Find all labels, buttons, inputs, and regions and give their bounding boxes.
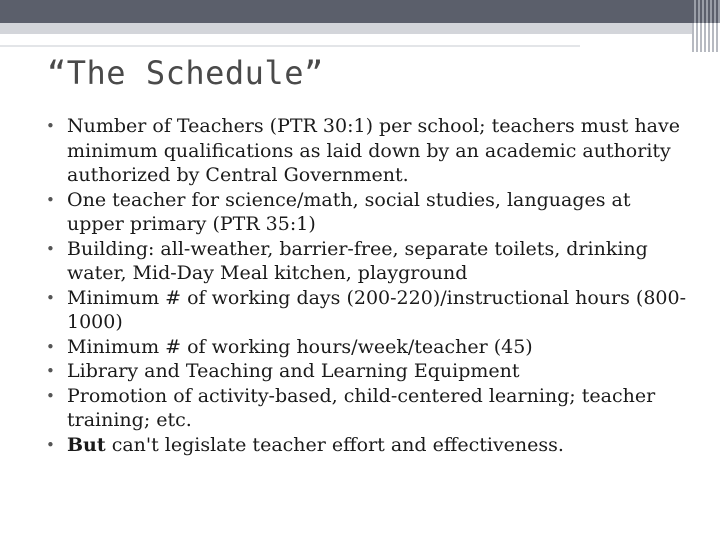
bullet-text: Number of Teachers (PTR 30:1) per school; teachers must have minimum qualifications as laid down by an academic authority authorized by Central Government. [67, 115, 680, 186]
bullet-text: One teacher for science/math, social studies, languages at upper primary (PTR 35:1) [67, 188, 631, 235]
bullet-text: Minimum # of working days (200-220)/instructional hours (800-1000) [67, 286, 687, 333]
header-rule [0, 45, 580, 47]
bullet-text: Minimum # of working hours/week/teacher (45) [67, 335, 533, 358]
bullet-item [46, 384, 686, 433]
bullet-item [46, 237, 686, 286]
bullet-dot: • [46, 337, 55, 356]
corner-stripe-cap [692, 0, 720, 23]
bullet-text: Library and Teaching and Learning Equipment [67, 360, 520, 382]
bullet-item [46, 335, 686, 360]
bullet-dot: • [46, 435, 55, 454]
corner-stripe-decoration [692, 0, 720, 52]
bullet-item [46, 433, 686, 458]
bullet-dot: • [46, 362, 55, 380]
bullet-item [46, 188, 686, 237]
bullet-item [46, 359, 686, 384]
bullet-item [46, 114, 686, 188]
bullet-item [46, 286, 686, 335]
header-band-light [0, 23, 692, 34]
bullet-dot: • [46, 386, 55, 405]
bullet-list [46, 114, 686, 457]
slide-title: “The Schedule” [47, 54, 324, 92]
bullet-dot: • [46, 288, 55, 307]
bullet-text: Promotion of activity-based, child-centered learning; teacher training; etc. [67, 384, 656, 431]
bullet-text [67, 433, 686, 458]
bullet-text: Building: all-weather, barrier-free, separate toilets, drinking water, Mid-Day Meal kitchen, playground [67, 237, 648, 284]
bullet-dot: • [46, 190, 55, 209]
bullet-text-rest: can't legislate teacher effort and effectiveness. [105, 433, 564, 456]
bullet-bold-lead: But [67, 433, 106, 456]
header-band-dark [0, 0, 720, 23]
bullet-dot: • [46, 117, 55, 135]
bullet-dot: • [46, 239, 55, 258]
